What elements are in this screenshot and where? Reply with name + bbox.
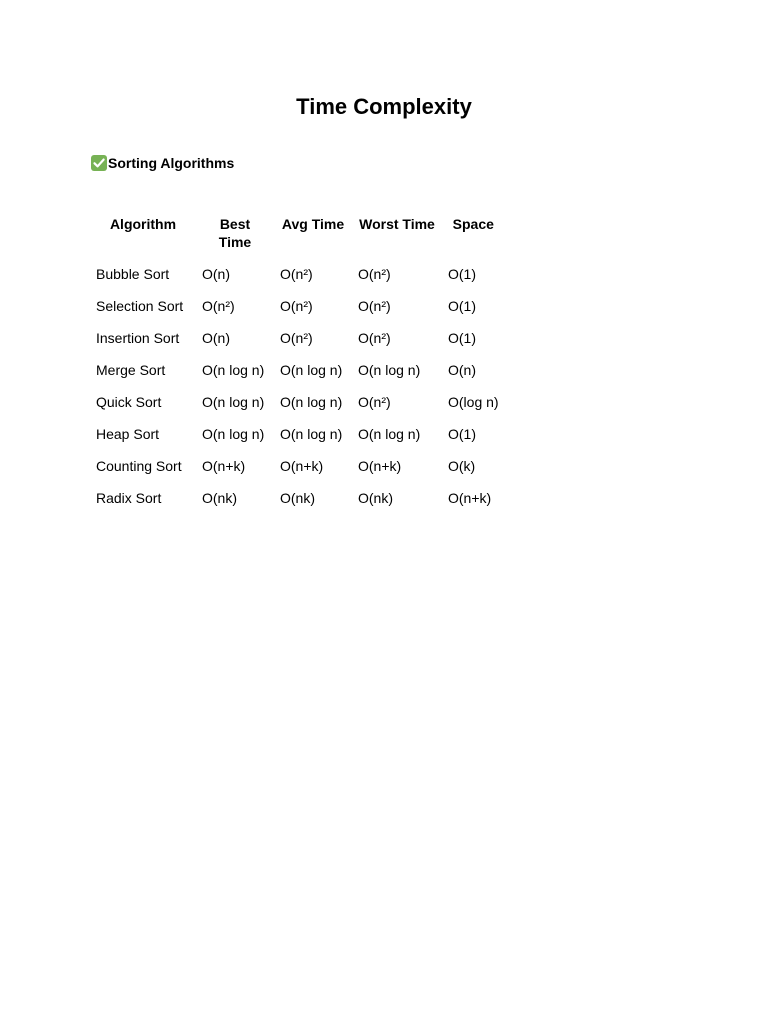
cell-avg: O(n+k) [280, 458, 324, 474]
cell-algorithm: Insertion Sort [96, 330, 180, 346]
header-algorithm: Algorithm [109, 216, 177, 232]
cell-worst: O(n+k) [358, 458, 402, 474]
header-space: Space [452, 216, 494, 232]
cell-best: O(n+k) [202, 458, 246, 474]
check-mark-icon [91, 155, 107, 171]
cell-algorithm: Counting Sort [96, 458, 182, 474]
cell-best: O(n log n) [202, 426, 265, 442]
cell-space: O(n+k) [448, 490, 492, 506]
cell-algorithm: Quick Sort [96, 394, 162, 410]
section-heading-label: Sorting Algorithms [108, 155, 235, 171]
cell-worst: O(n²) [358, 266, 391, 282]
header-best-time-line2: Time [218, 234, 252, 250]
cell-best: O(n log n) [202, 394, 265, 410]
table-row [90, 291, 505, 323]
cell-avg: O(n log n) [280, 426, 343, 442]
cell-worst: O(n log n) [358, 362, 421, 378]
cell-space: O(k) [448, 458, 476, 474]
cell-worst: O(nk) [358, 490, 393, 506]
cell-worst: O(n²) [358, 394, 391, 410]
cell-space: O(1) [448, 298, 476, 314]
table-row [90, 323, 505, 355]
cell-avg: O(n²) [280, 266, 313, 282]
cell-avg: O(n log n) [280, 362, 343, 378]
cell-algorithm: Radix Sort [96, 490, 162, 506]
cell-worst: O(n²) [358, 298, 391, 314]
complexity-table [90, 209, 505, 515]
cell-space: O(n) [448, 362, 476, 378]
header-worst-time: Worst Time [359, 216, 435, 232]
section-heading [91, 153, 234, 173]
header-avg-time: Avg Time [281, 216, 345, 232]
header-best-time-line1: Best [219, 216, 251, 232]
cell-algorithm: Bubble Sort [96, 266, 170, 282]
table-header-row [90, 209, 505, 259]
cell-best: O(n log n) [202, 362, 265, 378]
cell-space: O(1) [448, 266, 476, 282]
cell-worst: O(n log n) [358, 426, 421, 442]
cell-algorithm: Selection Sort [96, 298, 184, 314]
cell-best: O(n) [202, 330, 230, 346]
cell-worst: O(n²) [358, 330, 391, 346]
table-row [90, 387, 505, 419]
cell-space: O(1) [448, 426, 476, 442]
header-best-time [196, 209, 274, 259]
cell-best: O(n) [202, 266, 230, 282]
cell-space: O(log n) [448, 394, 499, 410]
cell-algorithm: Merge Sort [96, 362, 166, 378]
table-row [90, 355, 505, 387]
cell-space: O(1) [448, 330, 476, 346]
cell-best: O(n²) [202, 298, 235, 314]
cell-avg: O(n log n) [280, 394, 343, 410]
cell-avg: O(nk) [280, 490, 315, 506]
table-row [90, 259, 505, 291]
table-row [90, 419, 505, 451]
table-row [90, 451, 505, 483]
cell-algorithm: Heap Sort [96, 426, 160, 442]
cell-avg: O(n²) [280, 298, 313, 314]
table-row [90, 483, 505, 515]
cell-best: O(nk) [202, 490, 237, 506]
cell-avg: O(n²) [280, 330, 313, 346]
page-title: Time Complexity [296, 94, 472, 119]
